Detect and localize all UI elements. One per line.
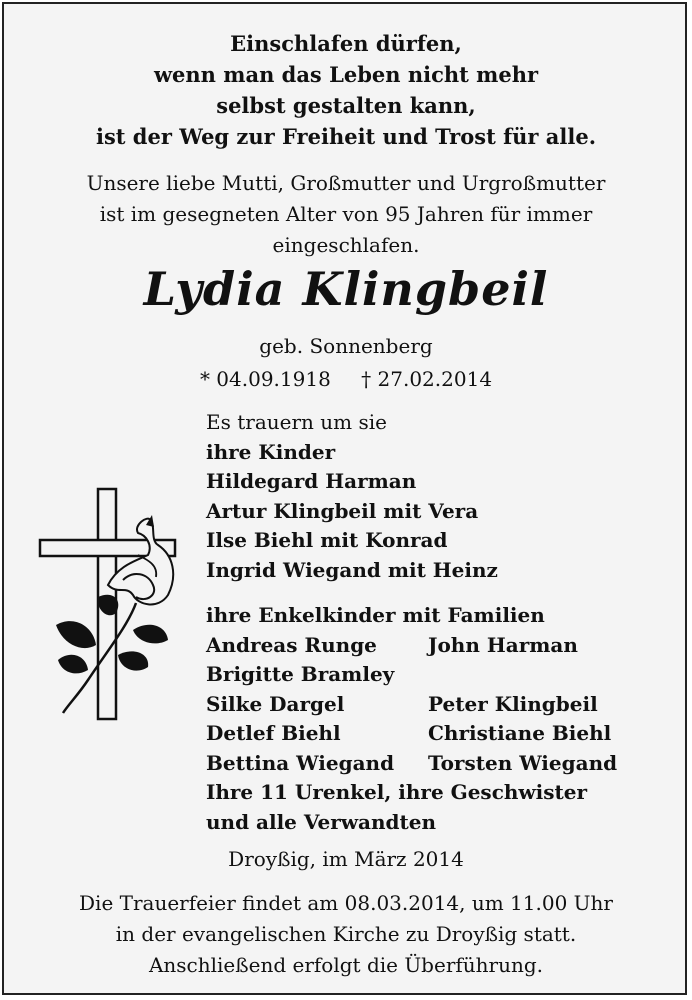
child-name: Hildegard Harman xyxy=(206,469,417,493)
motto-line: ist der Weg zur Freiheit und Trost für alle. xyxy=(95,124,597,149)
child-name: Artur Klingbeil mit Vera xyxy=(206,498,479,523)
death-date: † 27.02.2014 xyxy=(361,367,493,391)
grandchild-name: Andreas Runge xyxy=(206,632,377,657)
grandchildren-row xyxy=(206,749,618,779)
intro-line: eingeschlafen. xyxy=(272,233,420,257)
child-name: Ilse Biehl mit Konrad xyxy=(206,528,448,552)
grandchild-name: Torsten Wiegand xyxy=(428,750,618,775)
intro-line: Unsere liebe Mutti, Großmutter und Urgroßmutter xyxy=(86,171,606,195)
motto-line: selbst gestalten kann, xyxy=(216,93,476,118)
motto-line: Einschlafen dürfen, xyxy=(230,31,462,56)
intro-text xyxy=(0,168,692,261)
cross-with-rose-icon xyxy=(38,485,183,725)
grandchild-name: Bettina Wiegand xyxy=(206,750,395,775)
grandchildren-row xyxy=(206,690,598,720)
grandchild-name: Christiane Biehl xyxy=(428,721,612,745)
grandchildren-row xyxy=(206,631,587,661)
intro-line: ist im gesegneten Alter von 95 Jahren für immer xyxy=(99,202,593,226)
funeral-line: in der evangelischen Kirche zu Droyßig statt. xyxy=(115,922,577,946)
closing-line: und alle Verwandten xyxy=(206,809,437,834)
funeral-info xyxy=(0,888,692,981)
funeral-line: Anschließend erfolgt die Überführung. xyxy=(148,953,544,977)
grandchild-name: Silke Dargel xyxy=(206,691,345,716)
grandchildren-heading: ihre Enkelkinder mit Familien xyxy=(206,603,545,627)
funeral-line: Die Trauerfeier findet am 08.03.2014, um 11.00 Uhr xyxy=(79,891,613,915)
grandchild-name: John Harman xyxy=(428,632,578,657)
children-heading: ihre Kinder xyxy=(206,439,336,464)
born-name: geb. Sonnenberg xyxy=(259,334,433,358)
grandchild-name: Peter Klingbeil xyxy=(428,691,598,716)
motto xyxy=(0,28,692,152)
mourners-list xyxy=(206,408,618,837)
life-dates xyxy=(0,366,692,392)
closing-line: Ihre 11 Urenkel, ihre Geschwister xyxy=(206,780,587,804)
grandchildren-row xyxy=(206,660,587,690)
birth-date: * 04.09.1918 xyxy=(199,367,331,391)
place-date: Droyßig, im März 2014 xyxy=(228,847,464,871)
mourners-intro: Es trauern um sie xyxy=(206,410,387,434)
deceased-name: Lydia Klingbeil xyxy=(143,262,549,316)
grandchild-name: Detlef Biehl xyxy=(206,721,341,745)
motto-line: wenn man das Leben nicht mehr xyxy=(153,62,539,87)
grandchild-name: Brigitte Bramley xyxy=(206,662,395,686)
child-name: Ingrid Wiegand mit Heinz xyxy=(206,557,498,582)
grandchildren-row xyxy=(206,719,612,749)
